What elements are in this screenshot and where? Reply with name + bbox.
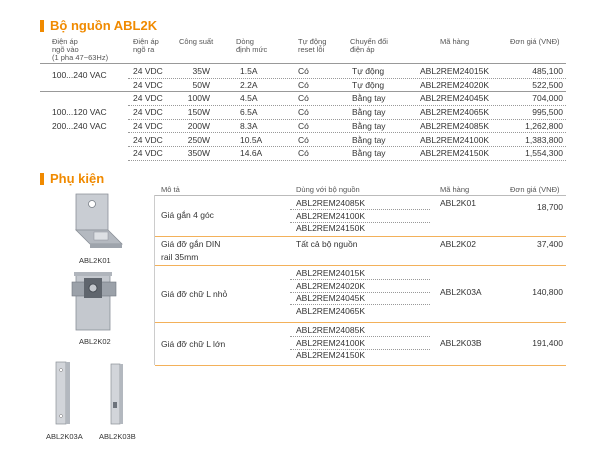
row-divider bbox=[128, 105, 566, 106]
bracket-abl2k02-image bbox=[70, 268, 120, 334]
header-rated-current: Dòng định mức bbox=[236, 37, 268, 54]
product-code-cell: ABL2REM24045K bbox=[420, 93, 489, 104]
row-divider bbox=[128, 132, 566, 133]
accessory-desc: Giá đỡ chữ L lớn bbox=[161, 339, 226, 349]
row-divider bbox=[128, 119, 566, 120]
voltage-switch-cell: Bằng tay bbox=[352, 93, 386, 104]
section-title-accessories: Phụ kiện bbox=[50, 171, 105, 186]
auto-reset-cell: Có bbox=[298, 148, 309, 159]
compatible-model: ABL2REM24085K bbox=[296, 198, 365, 208]
accessory-code: ABL2K02 bbox=[440, 239, 476, 249]
output-voltage-cell: 24 VDC bbox=[133, 134, 163, 145]
product-code-cell: ABL2REM24100K bbox=[420, 134, 489, 145]
current-cell: 14.6A bbox=[240, 148, 263, 159]
compatible-model: ABL2REM24100K bbox=[296, 337, 365, 348]
accessory-divider bbox=[155, 365, 566, 366]
row-divider bbox=[128, 78, 566, 79]
acc-header-code: Mã hàng bbox=[440, 185, 470, 194]
compatible-model: ABL2REM24065K bbox=[296, 305, 365, 316]
section-title-power-supply: Bộ nguồn ABL2K bbox=[50, 18, 158, 33]
accessory-code: ABL2K01 bbox=[440, 198, 476, 208]
output-voltage-cell: 24 VDC bbox=[133, 93, 163, 104]
accessory-code: ABL2K03B bbox=[440, 337, 482, 348]
caption-abl2k03a: ABL2K03A bbox=[46, 432, 83, 441]
caption-abl2k02: ABL2K02 bbox=[79, 337, 111, 346]
price-cell: 522,500 bbox=[532, 79, 563, 90]
current-cell: 1.5A bbox=[240, 66, 258, 76]
auto-reset-cell: Có bbox=[298, 93, 309, 104]
row-divider bbox=[128, 160, 566, 161]
header-power: Công suất bbox=[179, 37, 214, 46]
compatible-model: ABL2REM24015K bbox=[296, 268, 365, 278]
price-cell: 1,554,300 bbox=[525, 148, 563, 159]
acc-header-price: Đơn giá (VNĐ) bbox=[510, 185, 560, 194]
auto-reset-cell: Có bbox=[298, 66, 309, 76]
output-voltage-cell: 24 VDC bbox=[133, 120, 163, 131]
auto-reset-cell: Có bbox=[298, 107, 309, 118]
current-cell: 6.5A bbox=[240, 107, 258, 118]
section-marker bbox=[40, 20, 44, 32]
power-cell: 100W bbox=[187, 93, 210, 104]
accessory-left-border bbox=[154, 195, 155, 365]
power-cell: 50W bbox=[192, 79, 210, 90]
input-group-3: 200...240 VAC bbox=[52, 121, 107, 131]
acc-header-desc: Mô tả bbox=[161, 185, 180, 194]
compatible-model: ABL2REM24150K bbox=[296, 350, 365, 361]
accessory-desc: Giá đỡ gắn DIN bbox=[161, 239, 221, 249]
accessory-price: 18,700 bbox=[537, 202, 563, 212]
product-code-cell: ABL2REM24020K bbox=[420, 79, 489, 90]
accessory-desc: Giá đỡ chữ L nhỏ bbox=[161, 289, 228, 299]
header-output-voltage: Điện áp ngõ ra bbox=[133, 37, 159, 54]
current-cell: 10.5A bbox=[240, 134, 263, 145]
header-divider bbox=[40, 63, 566, 64]
voltage-switch-cell: Bằng tay bbox=[352, 120, 386, 131]
product-code-cell: ABL2REM24015K bbox=[420, 66, 489, 76]
voltage-switch-cell: Bằng tay bbox=[352, 134, 386, 145]
product-code-cell: ABL2REM24150K bbox=[420, 148, 489, 159]
bracket-abl2k03a-image bbox=[52, 360, 72, 428]
auto-reset-cell: Có bbox=[298, 120, 309, 131]
caption-abl2k03b: ABL2K03B bbox=[99, 432, 136, 441]
accessory-code: ABL2K03A bbox=[440, 286, 482, 297]
product-code-cell: ABL2REM24065K bbox=[420, 107, 489, 118]
power-cell: 35W bbox=[192, 66, 210, 76]
compatible-model: Tất cả bộ nguồn bbox=[296, 239, 358, 249]
accessory-desc-line2: rail 35mm bbox=[161, 252, 199, 262]
price-cell: 485,100 bbox=[532, 66, 563, 76]
accessory-price: 37,400 bbox=[537, 239, 563, 249]
product-code-cell: ABL2REM24085K bbox=[420, 120, 489, 131]
accessory-divider bbox=[155, 195, 566, 196]
header-unit-price: Đơn giá (VNĐ) bbox=[510, 37, 560, 46]
header-auto-reset: Tự động reset lỗi bbox=[298, 37, 327, 54]
accessory-price: 140,800 bbox=[532, 286, 563, 297]
price-cell: 1,262,800 bbox=[525, 120, 563, 131]
header-voltage-switch: Chuyển đổi điện áp bbox=[350, 37, 388, 54]
output-voltage-cell: 24 VDC bbox=[133, 107, 163, 118]
caption-abl2k01: ABL2K01 bbox=[79, 256, 111, 265]
compatible-model: ABL2REM24085K bbox=[296, 325, 365, 335]
accessory-divider bbox=[155, 322, 566, 323]
bracket-abl2k03b-image bbox=[108, 362, 124, 428]
price-cell: 995,500 bbox=[532, 107, 563, 118]
accessory-divider bbox=[155, 236, 566, 237]
header-product-code: Mã hàng bbox=[440, 37, 470, 46]
current-cell: 2.2A bbox=[240, 79, 258, 90]
power-cell: 350W bbox=[187, 148, 210, 159]
price-cell: 1,383,800 bbox=[525, 134, 563, 145]
current-cell: 8.3A bbox=[240, 120, 258, 131]
power-cell: 250W bbox=[187, 134, 210, 145]
voltage-switch-cell: Tự động bbox=[352, 79, 385, 90]
output-voltage-cell: 24 VDC bbox=[133, 66, 163, 76]
voltage-switch-cell: Bằng tay bbox=[352, 148, 386, 159]
compatible-model: ABL2REM24150K bbox=[296, 223, 365, 234]
power-cell: 150W bbox=[187, 107, 210, 118]
current-cell: 4.5A bbox=[240, 93, 258, 104]
auto-reset-cell: Có bbox=[298, 134, 309, 145]
compatible-model: ABL2REM24020K bbox=[296, 280, 365, 291]
bracket-abl2k01-image bbox=[70, 190, 128, 252]
power-cell: 200W bbox=[187, 120, 210, 131]
group-divider bbox=[40, 91, 566, 92]
row-divider bbox=[128, 146, 566, 147]
auto-reset-cell: Có bbox=[298, 79, 309, 90]
accessory-price: 191,400 bbox=[532, 337, 563, 348]
accessory-divider bbox=[155, 265, 566, 266]
acc-header-used-with: Dùng với bộ nguồn bbox=[296, 185, 360, 194]
voltage-switch-cell: Bằng tay bbox=[352, 107, 386, 118]
price-cell: 704,000 bbox=[532, 93, 563, 104]
section-marker bbox=[40, 173, 44, 185]
voltage-switch-cell: Tự động bbox=[352, 66, 385, 76]
output-voltage-cell: 24 VDC bbox=[133, 148, 163, 159]
input-group-2: 100...120 VAC bbox=[52, 107, 107, 117]
compatible-model: ABL2REM24045K bbox=[296, 293, 365, 304]
output-voltage-cell: 24 VDC bbox=[133, 79, 163, 90]
accessory-desc: Giá gắn 4 góc bbox=[161, 210, 214, 220]
compatible-model: ABL2REM24100K bbox=[296, 210, 365, 221]
input-group-1: 100...240 VAC bbox=[52, 70, 107, 80]
header-input-voltage: Điện áp ngõ vào (1 pha 47~63Hz) bbox=[52, 37, 109, 62]
